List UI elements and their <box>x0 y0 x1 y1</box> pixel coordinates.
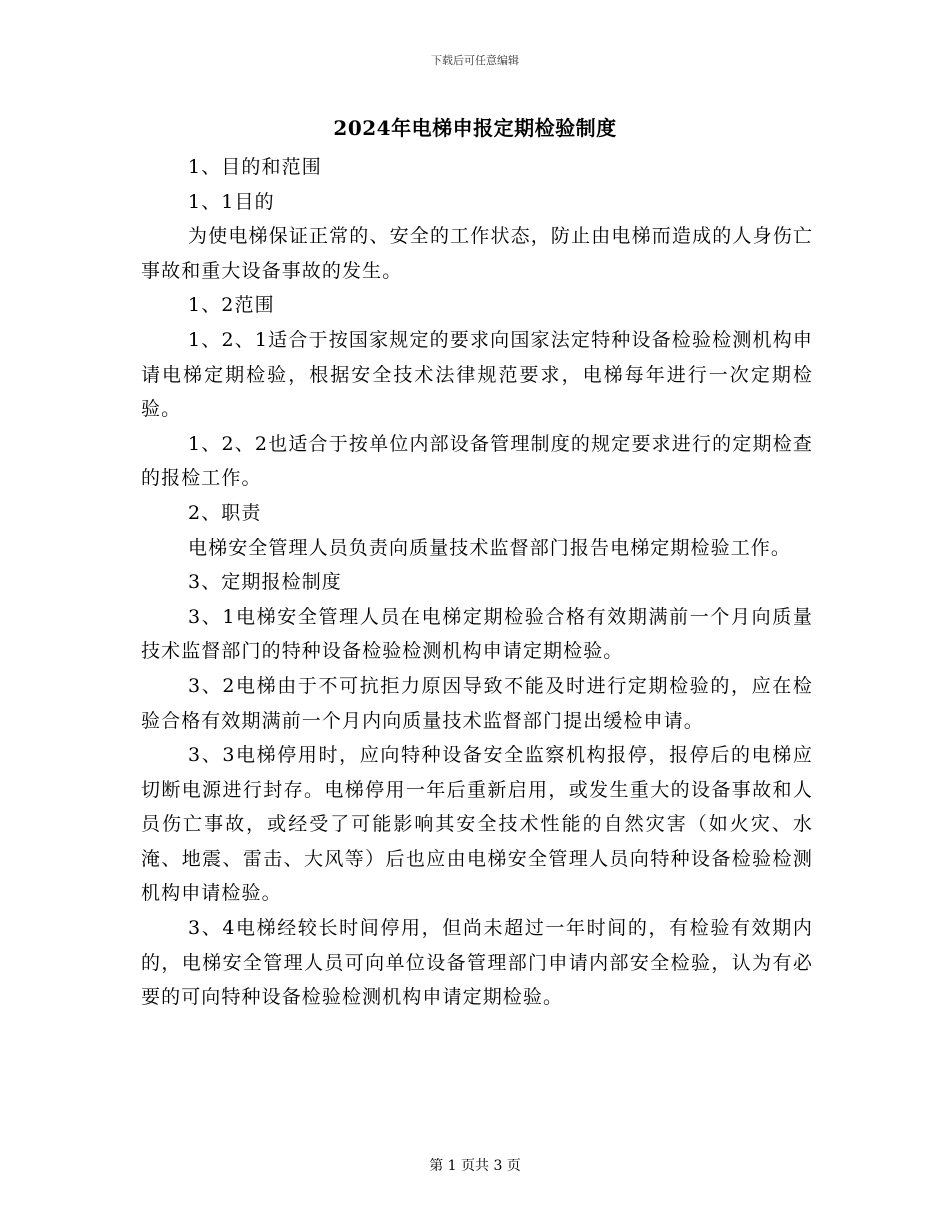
document-body <box>141 150 813 1015</box>
paragraph-3-1: 3、1电梯安全管理人员在电梯定期检验合格有效期满前一个月向质量技术监督部门的特种设备检验检测机构申请定期检验。 <box>141 605 813 663</box>
section-heading-3: 3、定期报检制度 <box>188 571 342 594</box>
subsection-heading-1-1: 1、1目的 <box>188 190 275 213</box>
paragraph-scope-1-2-2: 1、2、2也适合于按单位内部设备管理制度的规定要求进行的定期检查的报检工作。 <box>141 432 813 490</box>
paragraph-purpose: 为使电梯保证正常的、安全的工作状态，防止由电梯而造成的人身伤亡事故和重大设备事故的发生。 <box>141 225 813 282</box>
paragraph-3-2: 3、2电梯由于不可抗拒力原因导致不能及时进行定期检验的，应在检验合格有效期满前一个月内向质量技术监督部门提出缓检申请。 <box>141 674 813 732</box>
paragraph-3-4: 3、4电梯经较长时间停用，但尚未超过一年时间的，有检验有效期内的，电梯安全管理人员可向单位设备管理部门申请内部安全检验，认为有必要的可向特种设备检验检测机构申请定期检验。 <box>141 917 813 1009</box>
paragraph-responsibility: 电梯安全管理人员负责向质量技术监督部门报告电梯定期检验工作。 <box>188 536 792 559</box>
subsection-heading-1-2: 1、2范围 <box>188 294 275 317</box>
page-header-note: 下载后可任意编辑 <box>431 54 519 67</box>
section-heading-2: 2、职责 <box>188 501 262 524</box>
paragraph-scope-1-2-1: 1、2、1适合于按国家规定的要求向国家法定特种设备检验检测机构申请电梯定期检验，根据安全技术法律规范要求，电梯每年进行一次定期检验。 <box>141 328 813 421</box>
paragraph-3-3: 3、3电梯停用时，应向特种设备安全监察机构报停，报停后的电梯应切断电源进行封存。电梯停用一年后重新启用，或发生重大的设备事故和人员伤亡事故，或经受了可能影响其安全技术性能的自然灾害（如火灾、水淹、地震、雷击、大风等）后也应由电梯安全管理人员向特种设备检验检测机构申请检验。 <box>141 744 813 905</box>
page-number-footer: 第 1 页共 3 页 <box>429 1158 521 1174</box>
section-heading-1: 1、目的和范围 <box>188 156 322 178</box>
document-title: 2024年电梯申报定期检验制度 <box>333 116 617 140</box>
